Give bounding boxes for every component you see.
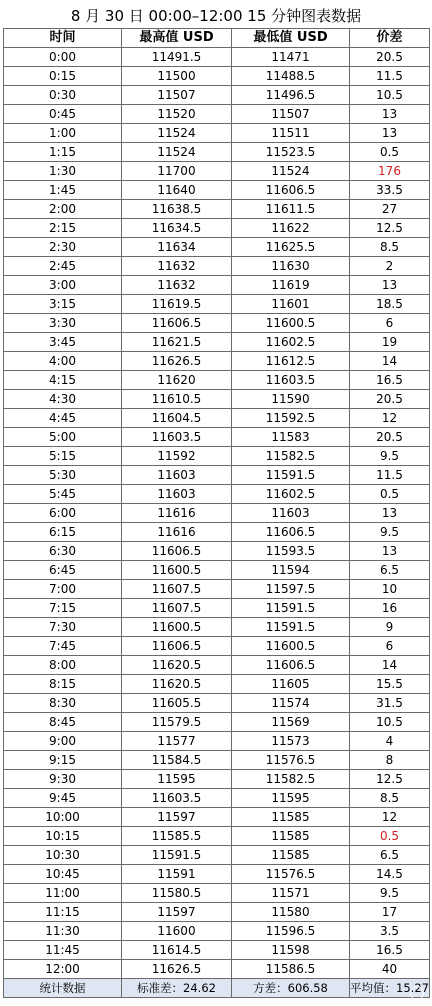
table-row — [4, 124, 430, 143]
cell-time: 1:15 — [4, 143, 122, 162]
cell-spread: 16.5 — [350, 371, 430, 390]
cell-spread: 12.5 — [350, 219, 430, 238]
cell-time: 8:30 — [4, 694, 122, 713]
table-row — [4, 675, 430, 694]
cell-time: 2:00 — [4, 200, 122, 219]
table-row — [4, 770, 430, 789]
cell-time: 1:00 — [4, 124, 122, 143]
cell-low: 11611.5 — [232, 200, 350, 219]
watermark-logo — [342, 986, 426, 1004]
cell-low: 11496.5 — [232, 86, 350, 105]
cell-time: 6:45 — [4, 561, 122, 580]
cell-spread: 8 — [350, 751, 430, 770]
cell-time: 0:15 — [4, 67, 122, 86]
cell-high: 11614.5 — [122, 941, 232, 960]
header-high: 最高值 USD — [122, 29, 232, 48]
cell-spread: 10.5 — [350, 86, 430, 105]
cell-time: 5:45 — [4, 485, 122, 504]
cell-high: 11584.5 — [122, 751, 232, 770]
cell-spread: 13 — [350, 124, 430, 143]
table-row — [4, 865, 430, 884]
cell-time: 5:30 — [4, 466, 122, 485]
table-row — [4, 371, 430, 390]
cell-spread: 6 — [350, 314, 430, 333]
table-row — [4, 314, 430, 333]
cell-high: 11607.5 — [122, 599, 232, 618]
cell-high: 11620.5 — [122, 675, 232, 694]
cell-time: 0:30 — [4, 86, 122, 105]
footer-variance: 方差：606.58 — [232, 979, 350, 998]
cell-low: 11471 — [232, 48, 350, 67]
cell-time: 7:15 — [4, 599, 122, 618]
cell-spread: 6.5 — [350, 561, 430, 580]
cell-spread: 16 — [350, 599, 430, 618]
cell-high: 11595 — [122, 770, 232, 789]
cell-high: 11640 — [122, 181, 232, 200]
cell-low: 11598 — [232, 941, 350, 960]
table-row — [4, 827, 430, 846]
cell-low: 11488.5 — [232, 67, 350, 86]
cell-spread: 33.5 — [350, 181, 430, 200]
cell-time: 11:45 — [4, 941, 122, 960]
cell-low: 11586.5 — [232, 960, 350, 979]
table-row — [4, 466, 430, 485]
table-header-row — [4, 29, 430, 48]
cell-high: 11632 — [122, 257, 232, 276]
cell-high: 11634.5 — [122, 219, 232, 238]
cell-low: 11576.5 — [232, 751, 350, 770]
cell-spread: 13 — [350, 542, 430, 561]
cell-low: 11591.5 — [232, 618, 350, 637]
cell-low: 11596.5 — [232, 922, 350, 941]
cell-time: 9:45 — [4, 789, 122, 808]
cell-low: 11511 — [232, 124, 350, 143]
cell-time: 6:15 — [4, 523, 122, 542]
cell-time: 2:45 — [4, 257, 122, 276]
page-title: 8 月 30 日 00:00–12:00 15 分钟图表数据 — [70, 7, 362, 25]
cell-time: 6:00 — [4, 504, 122, 523]
cell-high: 11626.5 — [122, 352, 232, 371]
cell-high: 11592 — [122, 447, 232, 466]
table-row — [4, 618, 430, 637]
cell-spread: 20.5 — [350, 428, 430, 447]
cell-low: 11606.5 — [232, 181, 350, 200]
cell-spread: 0.5 — [350, 485, 430, 504]
cell-low: 11597.5 — [232, 580, 350, 599]
cell-spread: 12 — [350, 808, 430, 827]
table-row — [4, 523, 430, 542]
cell-low: 11576.5 — [232, 865, 350, 884]
cell-low: 11582.5 — [232, 447, 350, 466]
cell-high: 11580.5 — [122, 884, 232, 903]
table-row — [4, 390, 430, 409]
table-row — [4, 276, 430, 295]
cell-low: 11605 — [232, 675, 350, 694]
table-row — [4, 656, 430, 675]
cell-time: 10:15 — [4, 827, 122, 846]
cell-spread: 10 — [350, 580, 430, 599]
cell-spread: 3.5 — [350, 922, 430, 941]
table-row — [4, 846, 430, 865]
cell-time: 2:15 — [4, 219, 122, 238]
cell-spread: 13 — [350, 504, 430, 523]
cell-high: 11616 — [122, 523, 232, 542]
cell-time: 11:30 — [4, 922, 122, 941]
cell-low: 11603.5 — [232, 371, 350, 390]
cell-spread: 20.5 — [350, 48, 430, 67]
cell-spread: 9 — [350, 618, 430, 637]
cell-low: 11590 — [232, 390, 350, 409]
cell-high: 11616 — [122, 504, 232, 523]
table-row — [4, 941, 430, 960]
header-spread: 价差 — [350, 29, 430, 48]
cell-spread: 12.5 — [350, 770, 430, 789]
cell-spread: 6 — [350, 637, 430, 656]
table-row — [4, 694, 430, 713]
table-row — [4, 903, 430, 922]
cell-time: 4:00 — [4, 352, 122, 371]
cell-low: 11523.5 — [232, 143, 350, 162]
cell-low: 11600.5 — [232, 314, 350, 333]
cell-spread: 8.5 — [350, 238, 430, 257]
cell-spread: 31.5 — [350, 694, 430, 713]
cell-high: 11591 — [122, 865, 232, 884]
cell-low: 11594 — [232, 561, 350, 580]
cell-time: 1:45 — [4, 181, 122, 200]
footer-label: 统计数据 — [4, 979, 122, 998]
cell-low: 11585 — [232, 808, 350, 827]
cell-time: 3:00 — [4, 276, 122, 295]
cell-high: 11632 — [122, 276, 232, 295]
cell-high: 11524 — [122, 124, 232, 143]
cell-spread: 15.5 — [350, 675, 430, 694]
cell-spread: 10.5 — [350, 713, 430, 732]
table-row — [4, 238, 430, 257]
cell-time: 7:30 — [4, 618, 122, 637]
cell-spread: 9.5 — [350, 523, 430, 542]
cell-low: 11507 — [232, 105, 350, 124]
cell-spread: 9.5 — [350, 447, 430, 466]
cell-high: 11620 — [122, 371, 232, 390]
cell-high: 11597 — [122, 903, 232, 922]
table-row — [4, 181, 430, 200]
table-row — [4, 86, 430, 105]
cell-low: 11601 — [232, 295, 350, 314]
cell-high: 11605.5 — [122, 694, 232, 713]
cell-high: 11607.5 — [122, 580, 232, 599]
table-row — [4, 428, 430, 447]
price-range-table — [3, 28, 430, 998]
cell-high: 11603 — [122, 466, 232, 485]
cell-low: 11625.5 — [232, 238, 350, 257]
cell-time: 9:00 — [4, 732, 122, 751]
cell-spread: 14 — [350, 352, 430, 371]
cell-time: 0:00 — [4, 48, 122, 67]
header-low: 最低值 USD — [232, 29, 350, 48]
table-row — [4, 580, 430, 599]
cell-spread: 40 — [350, 960, 430, 979]
cell-spread: 13 — [350, 105, 430, 124]
cell-low: 11600.5 — [232, 637, 350, 656]
cell-low: 11630 — [232, 257, 350, 276]
table-row — [4, 485, 430, 504]
cell-high: 11606.5 — [122, 314, 232, 333]
table-row — [4, 637, 430, 656]
cell-spread: 18.5 — [350, 295, 430, 314]
cell-spread: 16.5 — [350, 941, 430, 960]
cell-high: 11507 — [122, 86, 232, 105]
footer-std-dev: 标准差：24.62 — [122, 979, 232, 998]
cell-low: 11585 — [232, 827, 350, 846]
table-row — [4, 751, 430, 770]
table-row — [4, 143, 430, 162]
cell-high: 11606.5 — [122, 542, 232, 561]
table-row — [4, 162, 430, 181]
cell-time: 3:45 — [4, 333, 122, 352]
cell-low: 11612.5 — [232, 352, 350, 371]
cell-high: 11600 — [122, 922, 232, 941]
cell-spread: 12 — [350, 409, 430, 428]
cell-high: 11597 — [122, 808, 232, 827]
cell-high: 11491.5 — [122, 48, 232, 67]
cell-time: 10:30 — [4, 846, 122, 865]
table-row — [4, 884, 430, 903]
cell-low: 11574 — [232, 694, 350, 713]
cell-high: 11600.5 — [122, 618, 232, 637]
cell-high: 11634 — [122, 238, 232, 257]
table-row — [4, 542, 430, 561]
table-row — [4, 295, 430, 314]
cell-high: 11620.5 — [122, 656, 232, 675]
cell-time: 8:45 — [4, 713, 122, 732]
cell-low: 11580 — [232, 903, 350, 922]
cell-time: 1:30 — [4, 162, 122, 181]
cell-time: 6:30 — [4, 542, 122, 561]
table-row — [4, 409, 430, 428]
table-row — [4, 599, 430, 618]
table-row — [4, 352, 430, 371]
cell-time: 5:00 — [4, 428, 122, 447]
cell-spread: 13 — [350, 276, 430, 295]
cell-spread: 8.5 — [350, 789, 430, 808]
cell-spread: 14.5 — [350, 865, 430, 884]
cell-high: 11579.5 — [122, 713, 232, 732]
header-time: 时间 — [4, 29, 122, 48]
cell-high: 11603.5 — [122, 428, 232, 447]
cell-spread: 20.5 — [350, 390, 430, 409]
cell-time: 3:30 — [4, 314, 122, 333]
cell-high: 11638.5 — [122, 200, 232, 219]
cell-spread: 176 — [350, 162, 430, 181]
cell-time: 11:15 — [4, 903, 122, 922]
table-row — [4, 447, 430, 466]
table-row — [4, 732, 430, 751]
table-row — [4, 960, 430, 979]
cell-spread: 11.5 — [350, 466, 430, 485]
cell-low: 11622 — [232, 219, 350, 238]
table-row — [4, 922, 430, 941]
cell-time: 8:00 — [4, 656, 122, 675]
cell-high: 11520 — [122, 105, 232, 124]
cell-time: 0:45 — [4, 105, 122, 124]
cell-spread: 6.5 — [350, 846, 430, 865]
cell-low: 11595 — [232, 789, 350, 808]
cell-low: 11573 — [232, 732, 350, 751]
table-row — [4, 219, 430, 238]
cell-high: 11604.5 — [122, 409, 232, 428]
cell-time: 4:30 — [4, 390, 122, 409]
cell-high: 11603.5 — [122, 789, 232, 808]
cell-time: 10:00 — [4, 808, 122, 827]
cell-time: 9:30 — [4, 770, 122, 789]
cell-spread: 2 — [350, 257, 430, 276]
cell-time: 4:15 — [4, 371, 122, 390]
cell-low: 11569 — [232, 713, 350, 732]
cell-high: 11621.5 — [122, 333, 232, 352]
cell-low: 11524 — [232, 162, 350, 181]
table-row — [4, 333, 430, 352]
cell-spread: 9.5 — [350, 884, 430, 903]
cell-low: 11606.5 — [232, 656, 350, 675]
cell-high: 11591.5 — [122, 846, 232, 865]
cell-time: 9:15 — [4, 751, 122, 770]
footer-average: 平均值：15.27 — [350, 979, 430, 998]
cell-time: 10:45 — [4, 865, 122, 884]
table-body — [4, 48, 430, 979]
cell-high: 11500 — [122, 67, 232, 86]
cell-low: 11592.5 — [232, 409, 350, 428]
cell-time: 3:15 — [4, 295, 122, 314]
cell-spread: 11.5 — [350, 67, 430, 86]
watermark-icon — [410, 986, 424, 1000]
cell-spread: 27 — [350, 200, 430, 219]
cell-low: 11603 — [232, 504, 350, 523]
table-row — [4, 713, 430, 732]
cell-time: 8:15 — [4, 675, 122, 694]
cell-high: 11577 — [122, 732, 232, 751]
cell-time: 5:15 — [4, 447, 122, 466]
table-row — [4, 200, 430, 219]
cell-low: 11583 — [232, 428, 350, 447]
table-row — [4, 561, 430, 580]
cell-low: 11602.5 — [232, 485, 350, 504]
cell-low: 11619 — [232, 276, 350, 295]
cell-high: 11585.5 — [122, 827, 232, 846]
cell-high: 11606.5 — [122, 637, 232, 656]
cell-high: 11700 — [122, 162, 232, 181]
cell-low: 11591.5 — [232, 599, 350, 618]
cell-high: 11610.5 — [122, 390, 232, 409]
cell-low: 11593.5 — [232, 542, 350, 561]
cell-high: 11524 — [122, 143, 232, 162]
cell-spread: 0.5 — [350, 827, 430, 846]
cell-low: 11571 — [232, 884, 350, 903]
cell-spread: 19 — [350, 333, 430, 352]
cell-low: 11585 — [232, 846, 350, 865]
cell-time: 11:00 — [4, 884, 122, 903]
table-row — [4, 105, 430, 124]
cell-low: 11602.5 — [232, 333, 350, 352]
table-row — [4, 808, 430, 827]
cell-high: 11603 — [122, 485, 232, 504]
cell-spread: 14 — [350, 656, 430, 675]
cell-spread: 0.5 — [350, 143, 430, 162]
cell-high: 11619.5 — [122, 295, 232, 314]
table-row — [4, 257, 430, 276]
table-row — [4, 67, 430, 86]
cell-low: 11582.5 — [232, 770, 350, 789]
cell-time: 7:45 — [4, 637, 122, 656]
cell-low: 11606.5 — [232, 523, 350, 542]
cell-time: 7:00 — [4, 580, 122, 599]
table-row — [4, 504, 430, 523]
table-row — [4, 789, 430, 808]
cell-high: 11626.5 — [122, 960, 232, 979]
cell-high: 11600.5 — [122, 561, 232, 580]
cell-low: 11591.5 — [232, 466, 350, 485]
cell-time: 2:30 — [4, 238, 122, 257]
cell-spread: 17 — [350, 903, 430, 922]
table-row — [4, 48, 430, 67]
cell-time: 4:45 — [4, 409, 122, 428]
cell-spread: 4 — [350, 732, 430, 751]
cell-time: 12:00 — [4, 960, 122, 979]
